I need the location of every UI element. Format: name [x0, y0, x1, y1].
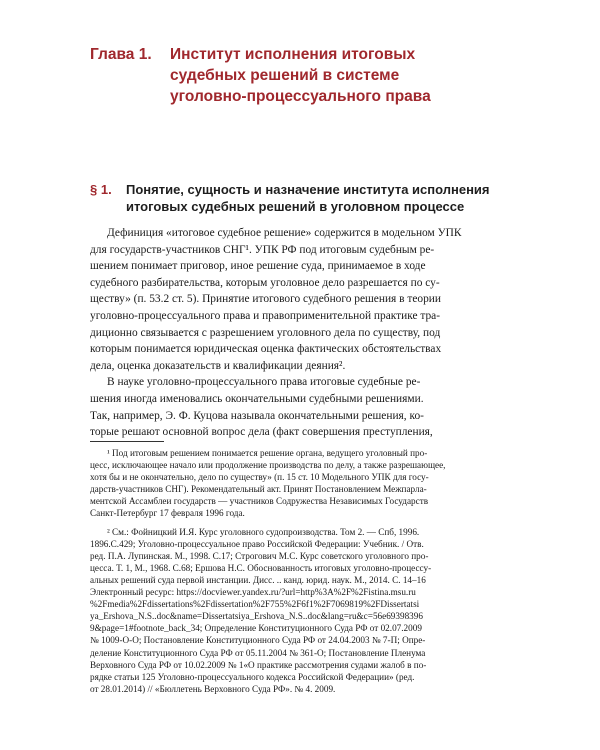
- footnote-1-line: ¹ Под итоговым решением понимается решение органа, ведущего уголовный про-: [107, 448, 428, 458]
- body-line: шением понимает приговор, иное решение суда, принимаемое в ходе: [90, 260, 426, 273]
- body-line: Дефиниция «итоговое судебное решение» содержится в модельном УПК: [107, 227, 462, 239]
- footnote-2-line: Верховного Суда РФ от 10.02.2009 № 1«О практике рассмотрения судами жалоб в по-: [90, 659, 427, 670]
- footnote-2-line: альных решений суда первой инстанции. Дисс. .. канд. юрид. наук. М., 2014. С. 14–16: [90, 574, 426, 585]
- footnote-1-line: цесс, исключающее начало или продолжение производства по делу, а также разрешающее,: [90, 460, 446, 471]
- chapter-title-line: уголовно-процессуального права: [170, 88, 431, 105]
- section-title: [126, 181, 526, 215]
- body-text: [90, 225, 508, 441]
- footnote-1-line: хотя бы и не окончательно, дело по существу» (п. 15 ст. 10 Модельного УПК для госу-: [90, 472, 429, 483]
- body-line: шения иногда именовались окончательными судебными решениями.: [90, 392, 424, 405]
- footnote-1-line: дарств-участников СНГ). Рекомендательный акт. Принят Постановлением Межпарла-: [90, 484, 427, 495]
- footnote-2-line: 1896.С.429; Уголовно-процессуальное право Российской Федерации: Учебник. / Отв.: [90, 538, 424, 549]
- footnote-2-line: %2Fmedia%2Fdissertations%2Fdissertation%2F755%2F6f1%2F7069819%2FDissertatsi: [90, 599, 420, 610]
- footnote-2-line: ² См.: Фойницкий И.Я. Курс уголовного судопроизводства. Том 2. — Спб, 1996.: [107, 526, 420, 537]
- body-line: Так, например, Э. Ф. Куцова называла окончательными решения, ко-: [90, 409, 424, 422]
- footnote-2-line: Электронный ресурс: https://docviewer.yandex.ru/?url=http%3A%2F%2Fistina.msu.ru: [90, 587, 416, 598]
- footnote-1-line: ментской Ассамблеи государств — участников Содружества Независимых Государств: [90, 496, 429, 507]
- section-title-line: Понятие, сущность и назначение института исполнения: [126, 182, 490, 197]
- body-line: дела, оценка доказательств и квалификации деяния².: [90, 359, 346, 372]
- footnote-2-line: ya_Ershova_N.S..doc&name=Dissertatsiya_Ershova_N.S..doc&lang=ru&c=56e69398396: [90, 611, 423, 622]
- footnote-2-line: деление Конституционного Суда РФ от 05.11.2004 № 361-О; Постановление Пленума: [90, 647, 426, 658]
- body-line: для государств-участников СНГ¹. УПК РФ под итоговым судебным ре-: [90, 243, 435, 256]
- body-line: судебного разбирательства, которым уголовное дело разрешается по су-: [90, 276, 440, 289]
- body-line: которым понимается юридическая оценка фактических обстоятельствах: [90, 343, 442, 356]
- chapter-title-line: Институт исполнения итоговых: [170, 46, 416, 63]
- footnotes: [90, 447, 508, 695]
- body-line: диционно связывается с разрешением уголовного дела по существу, под: [90, 326, 441, 339]
- section-title-line: итоговых судебных решений в уголовном процессе: [126, 199, 465, 214]
- chapter-title: [170, 44, 550, 107]
- footnote-divider: [90, 441, 164, 442]
- footnote-2-line: цесса. Т. 1, М., 1968. С.68; Ершова Н.С. Обоснованность итоговых уголовно-процессу-: [90, 562, 432, 573]
- body-line: ществу» (п. 53.2 ст. 5). Принятие итогового судебного решения в теории: [90, 293, 441, 306]
- footnote-2-line: от 28.01.2014) // «Бюллетень Верховного Суда РФ». № 4. 2009.: [90, 683, 336, 694]
- chapter-title-line: судебных решений в системе: [170, 67, 400, 84]
- footnote-1-line: Санкт-Петербург 17 февраля 1996 года.: [90, 508, 245, 519]
- footnote-2-line: № 1009-О-О; Постановление Конституционного Суда РФ от 24.04.2003 № 7-П; Опре-: [90, 635, 426, 646]
- footnote-2-line: 9&page=1#footnote_back_34; Определение Конституционного Суда РФ от 02.07.2009: [90, 623, 422, 634]
- body-line: торые решают основной вопрос дела (факт совершения преступления,: [90, 426, 433, 439]
- body-line: уголовно-процессуального права и правоприменительной практике тра-: [90, 309, 441, 322]
- section-sign: § 1.: [90, 182, 112, 197]
- footnote-2-line: рядке статьи 125 Уголовно-процессуального кодекса Российской Федерации» (ред.: [90, 671, 415, 682]
- body-line: В науке уголовно-процессуального права итоговые судебные ре-: [107, 376, 421, 389]
- chapter-number: Глава 1.: [90, 46, 152, 63]
- footnote-2-line: ред. П.А. Лупинская. М., 1998. С.17; Строгович М.С. Курс советского уголовного про-: [90, 550, 429, 561]
